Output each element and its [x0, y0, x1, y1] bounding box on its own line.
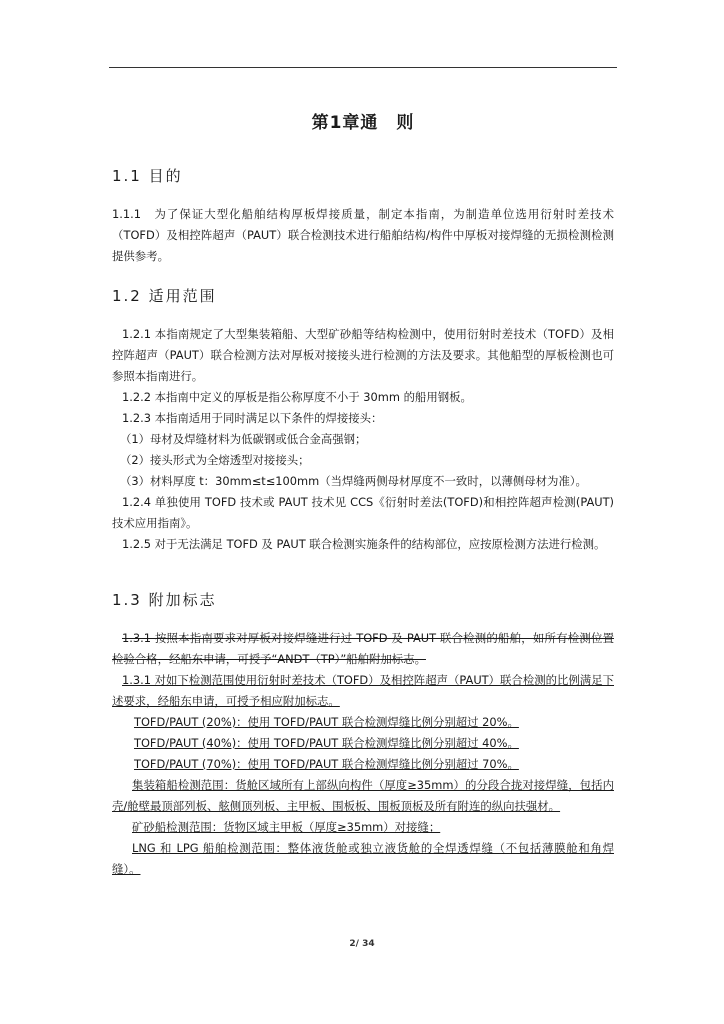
paragraph-1-2-1: 1.2.1 本指南规定了大型集装箱船、大型矿砂船等结构检测中，使用衍射时差技术（TOFD）及相控阵超声（PAUT）联合检测方法对厚板对接接头进行检测的方法及要求。其他船型的厚板检测也可参照本指南进行。	[112, 327, 614, 383]
lng-lpg-scope: LNG 和 LPG 船舶检测范围：整体液货舱或独立液货舱的全焊透焊缝（不包括薄膜舱和角焊缝）。	[112, 841, 614, 876]
notation-70: TOFD/PAUT (70%)：使用 TOFD/PAUT 联合检测焊缝比例分别超过 70%。	[134, 757, 519, 771]
list-item-3: （3）材料厚度 t：30mm≤t≤100mm（当焊缝两侧母材厚度不一致时，以薄侧母材为准）。	[120, 474, 587, 488]
paragraph-1-3-1-inserted: 1.3.1 对如下检测范围使用衍射时差技术（TOFD）及相控阵超声（PAUT）联合检测的比例满足下述要求，经船东申请，可授予相应附加标志。	[112, 673, 614, 708]
header-rule	[109, 67, 617, 68]
notation-40: TOFD/PAUT (40%)：使用 TOFD/PAUT 联合检测焊缝比例分别超过 40%。	[134, 736, 519, 750]
notation-20: TOFD/PAUT (20%)：使用 TOFD/PAUT 联合检测焊缝比例分别超过 20%。	[134, 715, 519, 729]
paragraph-1-2-2: 1.2.2 本指南中定义的厚板是指公称厚度不小于 30mm 的船用钢板。	[122, 390, 472, 404]
ore-carrier-scope: 矿砂船检测范围：货物区域主甲板（厚度≥35mm）对接缝；	[132, 820, 441, 834]
paragraph-1-1-1: 1.1.1 为了保证大型化船舶结构厚板焊接质量，制定本指南，为制造单位选用衍射时差技术（TOFD）及相控阵超声（PAUT）联合检测技术进行船舶结构/构件中厚板对接焊缝的无损检测检测提供参考。	[112, 207, 614, 263]
page-number: 2/ 34	[349, 939, 375, 949]
paragraph-1-3-1-deleted: 1.3.1 按照本指南要求对厚板对接焊缝进行过 TOFD 及 PAUT 联合检测的船舶，如所有检测位置检验合格，经船东申请，可授予“ANDT（TP）”船舶附加标志。	[112, 631, 614, 666]
chapter-title: 第1章通 则	[311, 113, 415, 133]
page-body	[112, 108, 614, 880]
section-heading-1-2: 1.2 适用范围	[112, 287, 217, 305]
paragraph-1-2-5: 1.2.5 对于无法满足 TOFD 及 PAUT 联合检测实施条件的结构部位，应按原检测方法进行检测。	[122, 537, 606, 551]
section-heading-1-3: 1.3 附加标志	[112, 591, 217, 609]
paragraph-1-2-4: 1.2.4 单独使用 TOFD 技术或 PAUT 技术见 CCS《衍射时差法(TOFD)和相控阵超声检测(PAUT)技术应用指南》。	[112, 495, 614, 530]
section-heading-1-1: 1.1 目的	[112, 167, 183, 185]
paragraph-1-2-3: 1.2.3 本指南适用于同时满足以下条件的焊接接头：	[122, 411, 383, 425]
list-item-1: （1）母材及焊缝材料为低碳钢或低合金高强钢；	[120, 432, 367, 446]
container-ship-scope: 集装箱船检测范围：货舱区域所有上部纵向构件（厚度≥35mm）的分段合拢对接焊缝，包括内壳/舱壁最顶部列板、舷侧顶列板、主甲板、围板板、围板顶板及所有附连的纵向扶强材。	[112, 778, 614, 813]
list-item-2: （2）接头形式为全熔透型对接接头；	[120, 453, 310, 467]
